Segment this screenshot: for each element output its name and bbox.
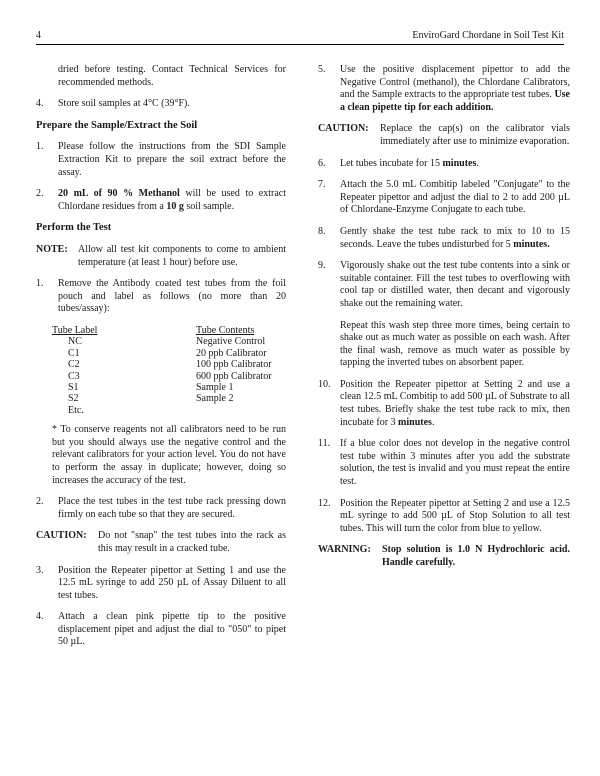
section-heading: Perform the Test [36,222,112,234]
list-item: 9. Vigorously shake out the test tube contents into a sink or suitable container. Fill the test tubes to overflowing with cool tap or distilled water, then decant and vigorously shake out the remaining water. [318,260,570,309]
caution-label: CAUTION: [36,530,87,542]
footnote: * To conserve reagents not all calibrators need to be run but you should always use the negative control and the relevant calibrators for your action level. You do not have to perform the assay in duplicate; however, doing so increases the accuracy of the test. [52,424,286,486]
continued-text: dried before testing. Contact Technical Services for recommended methods. [58,64,286,88]
page-header [36,30,564,45]
list-item: 7. Attach the 5.0 mL Combitip labeled "Conjugate" to the Repeater pipettor and adjust the dial to 2 to add 200 µL of Chlordane-Enzyme Conjugate to each tube. [318,179,570,216]
page-number: 4 [36,30,41,41]
caution-block [36,530,286,555]
list-item: 8. Gently shake the test tube rack to mix to 10 to 15 seconds. Leave the tubes undisturbed for 5 minutes. [318,225,570,250]
warning-text: Stop solution is 1.0 N Hydrochloric acid. Handle carefully. [382,544,570,568]
tube-table [52,325,272,416]
list-item: 5. Use the positive displacement pipettor to add the Negative Control (methanol), the Chlordane Calibrators, and the Sample extracts to the appropriate test tubes. Use a clean pipette tip for each addition. [318,64,570,113]
list-item: 12. Position the Repeater pipettor at Setting 2 and use a 12.5 mL syringe to add 500 µL of Stop Solution to all test tubes. This will turn the color from blue to yellow. [318,497,570,534]
note-text: Allow all test kit components to come to ambient temperature (at least 1 hour) before use. [78,243,286,268]
note-block [36,244,286,269]
table-header-row [52,325,272,336]
list-item: 1. Remove the Antibody coated test tubes from the foil pouch and label as follows (no more than 20 tubes/assay): [36,278,286,315]
table-row: S1 Sample 1 [68,381,234,393]
right-column [318,64,570,579]
list-item: 3. Position the Repeater pipettor at Setting 1 and use the 12.5 mL syringe to add 250 µL of Assay Diluent to all test tubes. [36,564,286,601]
list-item: 2. Place the test tubes in the test tube rack pressing down firmly on each tube so that they are secured. [36,496,286,520]
section-heading: Prepare the Sample/Extract the Soil [36,119,198,131]
list-item: 11. If a blue color does not develop in the negative control test tube within 3 minutes after you add the substrate solution, the test is invalid and you must repeat the entire test. [318,438,570,488]
list-item: 4. Store soil samples at 4°C (39°F). [36,98,190,110]
caution-text: Do not "snap" the test tubes into the rack as this may result in a cracked tube. [98,530,286,554]
warning-label: WARNING: [318,544,371,556]
list-item: 1. Please follow the instructions from the SDI Sample Extraction Kit to prepare the soil extract before the assay. [36,141,286,178]
table-row: Etc. [68,404,84,416]
table-row: C2 100 ppb Calibrator [68,359,272,371]
table-row: S2 Sample 2 [68,393,234,405]
list-item: 10. Position the Repeater pipettor at Setting 2 and use a clean 12.5 mL Combitip to add 500 µL of Substrate to all test tubes. Briefly shake the test tube rack to mix, then incubate for 3 minutes. [318,378,570,428]
warning-block [318,544,570,569]
caution-label: CAUTION: [318,123,369,135]
list-item: 2. 20 mL of 90 % Methanol will be used to extract Chlordane residues from a 10 g soil sample. [36,188,287,212]
table-row: C1 20 ppb Calibrator [68,347,267,359]
list-item: 6. Let tubes incubate for 15 minutes. [318,157,479,169]
table-row: NC Negative Control [68,336,266,348]
running-title: EnviroGard Chordane in Soil Test Kit [412,30,564,41]
table-row: C3 600 ppb Calibrator [68,370,272,382]
column-header: Tube Label [52,324,98,336]
left-column [36,64,286,658]
note-label: NOTE: [36,243,68,255]
caution-text: Replace the cap(s) on the calibrator vials immediately after use to minimize evaporation. [380,123,570,147]
list-item: 4. Attach a clean pink pipette tip to the positive displacement pipet and adjust the dial to "050" to pipet 50 µL. [36,611,286,648]
column-header: Tube Contents [196,324,255,336]
repeat-wash-paragraph: Repeat this wash step three more times, being certain to shake out as much water as possible on each wash. After the final wash, remove as much water as possible by tapping the inverted tubes on absorbent paper. [340,319,570,369]
caution-block [318,123,570,148]
